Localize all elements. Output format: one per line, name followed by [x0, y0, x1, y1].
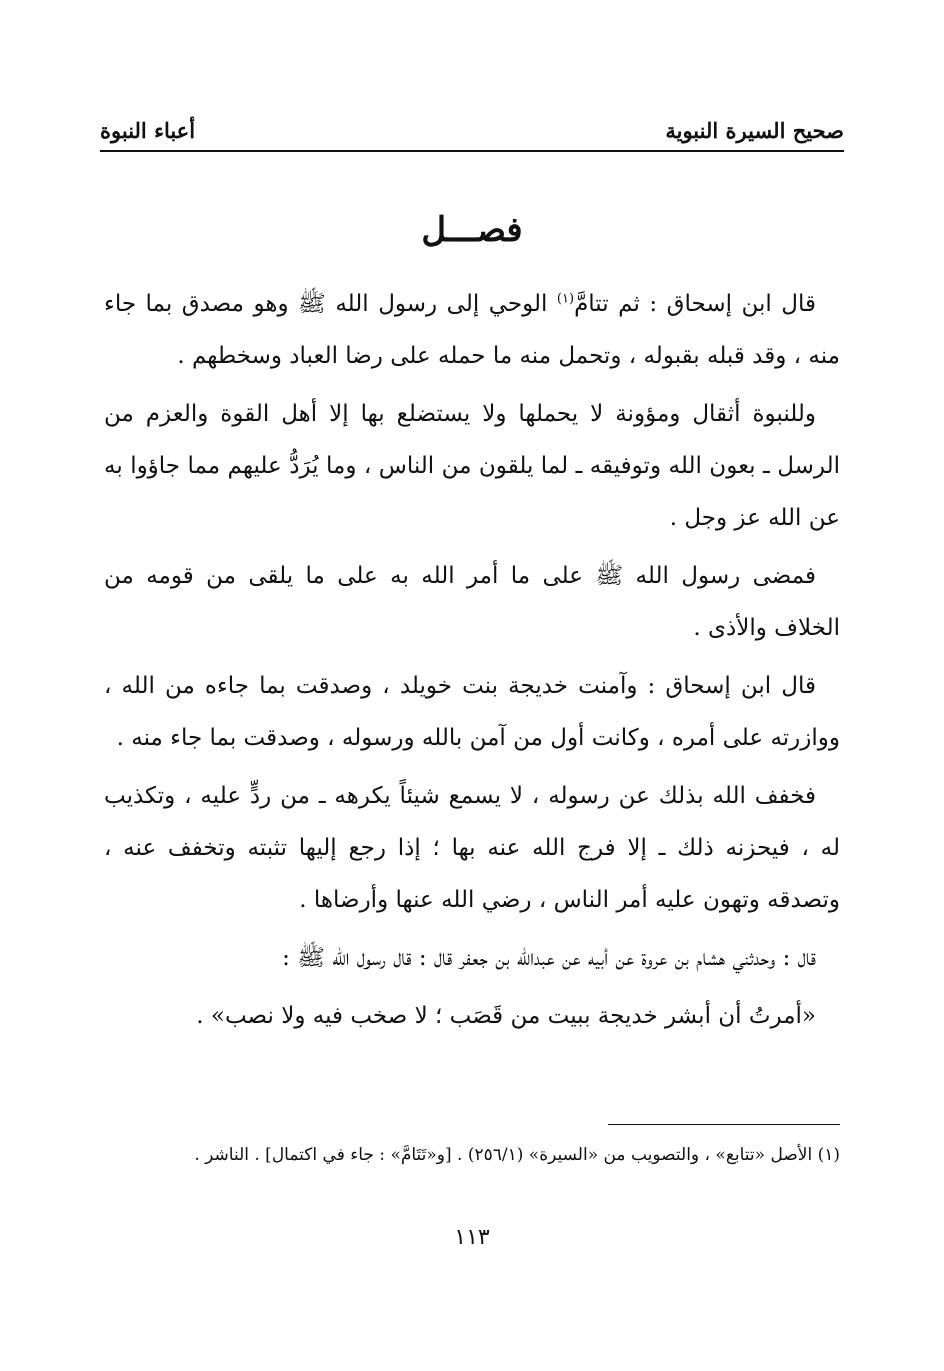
- chapter-title: فصـــل: [421, 210, 523, 250]
- paragraph-2: وللنبوة أثقال ومؤونة لا يحملها ولا يستضلع بها إلا أهل القوة والعزم من الرسل ـ بعون الله وتوفيقه ـ لما يلقون من الناس ، وما يُرَدُّ عليهم مما جاؤوا به عن الله عز وجل .: [104, 401, 840, 531]
- paragraph-1: [104, 278, 840, 382]
- footnote-reference[interactable]: (١): [556, 291, 575, 307]
- footnote-divider: [608, 1124, 840, 1125]
- paragraph-1-start: قال ابن إسحاق : ثم تتامَّ: [574, 291, 816, 317]
- paragraph-1-rest: الوحي إلى رسول الله ﷺ وهو مصدق بما جاء منه ، وقد قبله بقبوله ، وتحمل منه ما حمله على رضا العباد وسخطهم .: [104, 291, 840, 369]
- running-header: [100, 112, 844, 152]
- book-title: صحيح السيرة النبوية: [665, 118, 844, 143]
- paragraph-3: فمضى رسول الله ﷺ على ما أمر الله به على ما يلقى من قومه من الخلاف والأذى .: [104, 563, 840, 641]
- paragraph-4: قال ابن إسحاق : وآمنت خديجة بنت خويلد ، وصدقت بما جاءه من الله ، ووازرته على أمره ، وكانت أول من آمن بالله ورسوله ، وصدقت بما جاء منه .: [104, 673, 840, 751]
- page-number: ١١٣: [454, 1225, 490, 1250]
- header-divider: [100, 150, 844, 152]
- body-text: [104, 278, 840, 1048]
- paragraph-5: فخفف الله بذلك عن رسوله ، لا يسمع شيئاً يكرهه ـ من ردٍّ عليه ، وتكذيب له ، فيحزنه ذلك ـ إلا فرج الله عنه بها ؛ إذا رجع إليها تثبته وتخفف عنه ، وتصدقه وتهون عليه أمر الناس ، رضي الله عنها وأرضاها .: [104, 783, 840, 913]
- footnote: (١) الأصل «تتابع» ، والتصويب من «السيرة» (٢٥٦/١) . [و«تَتَامَّ» : جاء في اكتمال] . الناشر .: [194, 1145, 840, 1165]
- hadith-quote: «أمرتُ أن أبشر خديجة ببيت من قَصَب ؛ لا صخب فيه ولا نصب» .: [196, 1003, 816, 1029]
- paragraph-6: قال : وحدثني هشام بن عروة عن أبيه عن عبدالله بن جعفر قال : قال رسول الله ﷺ :: [282, 945, 816, 971]
- section-title: أعباء النبوة: [100, 118, 196, 143]
